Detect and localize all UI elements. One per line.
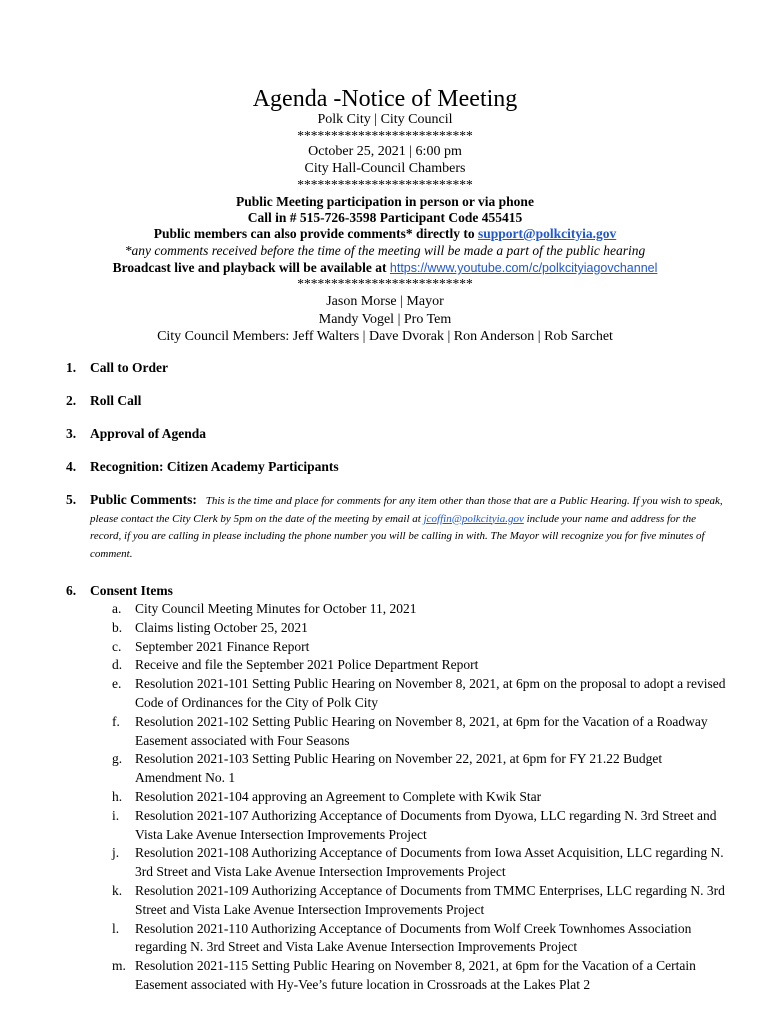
consent-item-text: September 2021 Finance Report	[135, 638, 310, 654]
agenda-item	[66, 360, 726, 376]
call-in-info: Call in # 515-726-3598 Participant Code 455415	[247, 210, 523, 225]
comments-note: *any comments received before the time of the meeting will be made a part of the public hearing	[124, 243, 646, 258]
youtube-link[interactable]: https://www.youtube.com/c/polkcityiagovchannel	[389, 261, 658, 275]
item-letter: b.	[112, 619, 123, 635]
consent-item	[90, 619, 726, 638]
consent-item	[90, 788, 726, 807]
item-letter: a.	[112, 601, 122, 616]
clerk-email-link[interactable]: jcoffin@polkcityia.gov	[423, 512, 524, 525]
consent-item-text: Resolution 2021-101 Setting Public Hearing on November 8, 2021, at 6pm on the proposal to adopt a revised Code of Ordinances for the City of Polk City	[135, 676, 726, 710]
comments-line	[0, 226, 770, 243]
consent-items-list	[90, 600, 726, 995]
item-letter: h.	[112, 788, 123, 804]
consent-item	[90, 882, 726, 920]
consent-item	[90, 600, 726, 619]
agenda-item-approval: Approval of Agenda	[90, 426, 207, 441]
consent-item	[90, 713, 726, 751]
item-letter: g.	[112, 751, 123, 767]
consent-item	[90, 750, 726, 788]
item-letter: f.	[112, 713, 120, 729]
consent-item-text: City Council Meeting Minutes for October 11, 2021	[135, 601, 417, 616]
agenda-item-call-to-order: Call to Order	[90, 360, 168, 375]
consent-item-text: Resolution 2021-108 Authorizing Acceptance of Documents from Iowa Asset Acquisition, LLC regarding N. 3rd Street and Vista Lake Avenue Intersection Improvements Project	[135, 845, 724, 880]
meeting-date-time: October 25, 2021 | 6:00 pm	[308, 144, 462, 159]
item-number: 6.	[66, 583, 77, 598]
consent-item-text: Resolution 2021-104 approving an Agreement to Complete with Kwik Star	[135, 788, 542, 804]
item-letter: k.	[112, 882, 123, 898]
consent-item	[90, 844, 726, 882]
item-letter: l.	[112, 920, 120, 936]
separator-stars: **************************	[297, 177, 473, 192]
agenda-item	[66, 426, 726, 442]
mayor-line: Jason Morse | Mayor	[326, 294, 444, 309]
item-number: 5.	[66, 492, 77, 507]
comments-prefix: Public members can also provide comments* directly to	[153, 226, 475, 241]
council-members-line: City Council Members: Jeff Walters | Dave Dvorak | Ron Anderson | Rob Sarchet	[157, 329, 613, 344]
broadcast-line	[0, 260, 770, 277]
consent-item-text: Resolution 2021-103 Setting Public Hearing on November 22, 2021, at 6pm for FY 21.22 Budget Amendment No. 1	[135, 751, 663, 786]
public-comments-instructions: This is the time and place for comments for any item other than those that are a Public Hearing. If you wish to speak, please contact the City Clerk by 5pm on the date of the meeting by email at	[90, 495, 723, 525]
meeting-location: City Hall-Council Chambers	[304, 161, 466, 176]
agenda-item-public-comments: Public Comments:	[90, 492, 197, 507]
consent-item-text: Resolution 2021-109 Authorizing Acceptance of Documents from TMMC Enterprises, LLC regarding N. 3rd Street and Vista Lake Avenue Intersection Improvements Project	[135, 882, 725, 917]
agenda-item	[66, 393, 726, 409]
item-letter: j.	[112, 845, 120, 861]
agenda-list	[66, 360, 726, 1012]
support-email-link[interactable]: support@polkcityia.gov	[478, 226, 617, 241]
item-letter: m.	[112, 958, 126, 974]
consent-item-text: Resolution 2021-107 Authorizing Acceptance of Documents from Dyowa, LLC regarding N. 3rd Street and Vista Lake Avenue Intersection Improvements Project	[135, 807, 717, 842]
consent-item-text: Receive and file the September 2021 Police Department Report	[135, 657, 479, 673]
separator-stars: **************************	[297, 128, 473, 143]
pro-tem-line: Mandy Vogel | Pro Tem	[318, 312, 452, 327]
org-name: Polk City | City Council	[317, 112, 453, 127]
agenda-item-consent: Consent Items	[90, 583, 173, 598]
agenda-item	[66, 459, 726, 475]
consent-item-text: Resolution 2021-102 Setting Public Hearing on November 8, 2021, at 6pm for the Vacation of a Roadway Easement associated with Four Seasons	[135, 713, 708, 748]
item-letter: i.	[112, 807, 120, 823]
broadcast-prefix: Broadcast live and playback will be available at	[112, 260, 387, 275]
item-letter: e.	[112, 676, 122, 692]
consent-item	[90, 675, 726, 713]
consent-item	[90, 638, 726, 657]
consent-item-text: Claims listing October 25, 2021	[135, 619, 308, 635]
consent-item	[90, 656, 726, 675]
separator-stars: **************************	[297, 276, 473, 291]
agenda-item-recognition: Recognition: Citizen Academy Participants	[90, 459, 339, 474]
page-title: Agenda -Notice of Meeting	[252, 86, 518, 112]
agenda-item	[66, 583, 726, 995]
consent-item	[90, 957, 726, 995]
consent-item	[90, 807, 726, 845]
agenda-item-roll-call: Roll Call	[90, 393, 142, 408]
consent-item-text: Resolution 2021-110 Authorizing Acceptance of Documents from Wolf Creek Townhomes Association regarding N. 3rd Street and Vista Lake Avenue Intersection Improvements Project	[135, 920, 692, 955]
item-number: 3.	[66, 426, 77, 441]
item-letter: c.	[112, 638, 122, 654]
item-number: 1.	[66, 360, 77, 375]
consent-item-text: Resolution 2021-115 Setting Public Hearing on November 8, 2021, at 6pm for the Vacation of a Certain Easement associated with Hy-Vee’s future location in Crossroads at the Lakes Plat 2	[135, 958, 696, 992]
item-letter: d.	[112, 657, 123, 673]
public-comments-instructions-cont: include your name and address for the record, if you are calling in please including the phone number you will be calling in with. The Mayor will recognize you for five minutes of comment.	[90, 512, 705, 560]
agenda-item	[66, 492, 726, 562]
item-number: 2.	[66, 393, 77, 408]
consent-item	[90, 920, 726, 958]
participation-note: Public Meeting participation in person or via phone	[236, 194, 534, 209]
item-number: 4.	[66, 459, 77, 474]
